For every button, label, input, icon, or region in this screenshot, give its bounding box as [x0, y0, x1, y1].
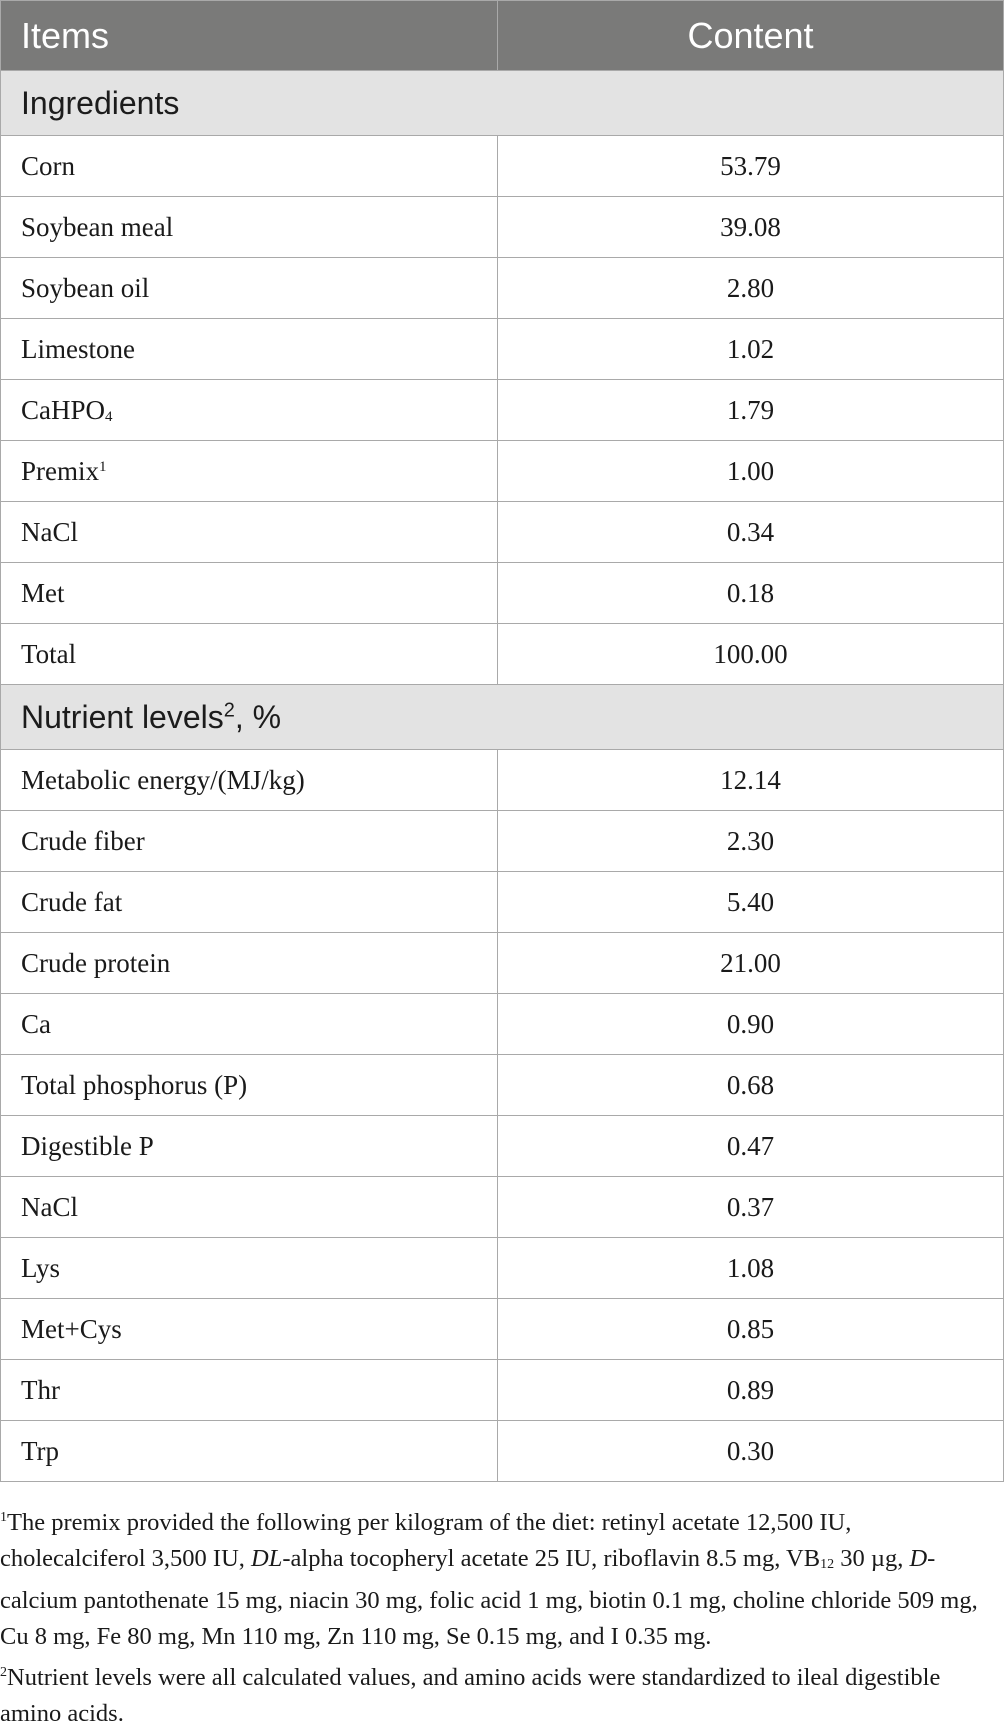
row-item-label [1, 319, 498, 380]
row-item-label [1, 1177, 498, 1238]
header-items: Items [1, 1, 498, 71]
row-item-label [1, 502, 498, 563]
table-footnotes [0, 1500, 1000, 1732]
row-item-text: Lys [21, 1252, 61, 1283]
table-row [1, 994, 1004, 1055]
footnote-1-marker: 1 [0, 1510, 7, 1525]
header-content: Content [498, 1, 1004, 71]
row-item-text: Crude protein [21, 947, 171, 978]
row-item-label [1, 872, 498, 933]
row-item-label [1, 624, 498, 685]
footnote-1 [0, 1500, 1000, 1655]
footnote-2-marker: 2 [0, 1665, 7, 1680]
row-value: 1.02 [498, 319, 1004, 380]
row-item-text: NaCl [21, 1191, 78, 1222]
row-value: 0.85 [498, 1299, 1004, 1360]
row-item-text: Soybean oil [21, 272, 150, 303]
table-row [1, 750, 1004, 811]
row-item-text: Trp [21, 1435, 60, 1466]
row-item-label [1, 811, 498, 872]
row-item-text: Total phosphorus (P) [21, 1069, 248, 1100]
row-item-text: Metabolic energy/(MJ/kg) [21, 764, 305, 795]
row-item-text: Premix [21, 455, 99, 486]
row-item-label [1, 1299, 498, 1360]
table-row [1, 624, 1004, 685]
row-value: 21.00 [498, 933, 1004, 994]
section-row-nutrients [1, 685, 1004, 750]
row-item-text: Met [21, 577, 65, 608]
table-row [1, 1177, 1004, 1238]
footnote-1-sub-12: 12 [820, 1557, 835, 1572]
footnote-1-italic-dl: DL [251, 1545, 283, 1572]
section-title-nutrients [1, 685, 1004, 750]
table-row [1, 872, 1004, 933]
footnote-1-text-b: -alpha tocopheryl acetate 25 IU, riboflavin 8.5 mg, VB [282, 1545, 821, 1572]
row-item-label [1, 750, 498, 811]
table-row [1, 933, 1004, 994]
row-value: 0.90 [498, 994, 1004, 1055]
row-item-label [1, 136, 498, 197]
row-item-text: Crude fiber [21, 825, 145, 856]
table-row [1, 1055, 1004, 1116]
row-item-label [1, 258, 498, 319]
footnote-1-text-d: -calcium pantothenate 15 mg, niacin 30 mg, folic acid 1 mg, biotin 0.1 mg, choline chloride 509 mg, Cu 8 mg, Fe 80 mg, Mn 110 mg, Zn 110 mg, Se 0.15 mg, and I 0.35 mg. [0, 1545, 978, 1650]
row-value: 39.08 [498, 197, 1004, 258]
footnote-1-text-a: The premix provided the following per kilogram of the diet: retinyl acetate 12,500 IU, cholecalciferol 3,500 IU, [0, 1509, 852, 1572]
row-value: 2.30 [498, 811, 1004, 872]
table-row [1, 380, 1004, 441]
row-item-text: Ca [21, 1008, 51, 1039]
footnote-2 [0, 1655, 1000, 1732]
row-item-text: Thr [21, 1374, 60, 1405]
row-item-text: NaCl [21, 516, 78, 547]
table-row [1, 319, 1004, 380]
row-value: 5.40 [498, 872, 1004, 933]
table-header-row [1, 1, 1004, 71]
row-item-label [1, 994, 498, 1055]
footnote-1-text-c: 30 µg, [834, 1545, 910, 1572]
row-value: 0.89 [498, 1360, 1004, 1421]
row-item-text: Total [21, 638, 77, 669]
table-row [1, 1421, 1004, 1482]
row-value: 0.68 [498, 1055, 1004, 1116]
row-value: 100.00 [498, 624, 1004, 685]
row-item-label [1, 1116, 498, 1177]
row-item-subscript: 4 [105, 408, 113, 425]
section-row-ingredients [1, 71, 1004, 136]
row-item-label [1, 1238, 498, 1299]
table-row [1, 811, 1004, 872]
table-row [1, 1299, 1004, 1360]
footnote-2-text: Nutrient levels were all calculated values, and amino acids were standardized to ileal digestible amino acids. [0, 1664, 941, 1727]
table-row [1, 1116, 1004, 1177]
row-item-footnote-marker: 1 [99, 458, 107, 475]
table-row [1, 502, 1004, 563]
table-row [1, 1360, 1004, 1421]
row-value: 0.47 [498, 1116, 1004, 1177]
row-item-label [1, 1360, 498, 1421]
table-row [1, 441, 1004, 502]
row-item-label [1, 1421, 498, 1482]
table-row [1, 197, 1004, 258]
row-item-text: Soybean meal [21, 211, 174, 242]
row-value: 0.37 [498, 1177, 1004, 1238]
row-item-text: Digestible P [21, 1130, 154, 1161]
nutrients-title-suffix: , % [234, 698, 282, 735]
row-value: 2.80 [498, 258, 1004, 319]
row-item-text: Corn [21, 150, 75, 181]
row-item-label [1, 1055, 498, 1116]
row-value: 1.79 [498, 380, 1004, 441]
row-value: 12.14 [498, 750, 1004, 811]
table-row [1, 136, 1004, 197]
table-row [1, 1238, 1004, 1299]
row-item-label [1, 197, 498, 258]
row-item-text: Crude fat [21, 886, 123, 917]
row-item-text: Limestone [21, 333, 135, 364]
row-item-label [1, 380, 498, 441]
row-value: 53.79 [498, 136, 1004, 197]
row-item-text: Met+Cys [21, 1313, 122, 1344]
row-item-label [1, 441, 498, 502]
footnote-1-italic-d: D [909, 1545, 928, 1572]
nutrients-title-footnote-marker: 2 [223, 698, 235, 721]
section-title-ingredients: Ingredients [1, 71, 1004, 136]
row-value: 1.08 [498, 1238, 1004, 1299]
row-item-label [1, 933, 498, 994]
row-item-text: CaHPO [21, 394, 106, 425]
row-value: 0.30 [498, 1421, 1004, 1482]
row-item-label [1, 563, 498, 624]
nutrients-title-text: Nutrient levels [21, 698, 224, 735]
table-row [1, 258, 1004, 319]
row-value: 1.00 [498, 441, 1004, 502]
table-row [1, 563, 1004, 624]
row-value: 0.18 [498, 563, 1004, 624]
row-value: 0.34 [498, 502, 1004, 563]
